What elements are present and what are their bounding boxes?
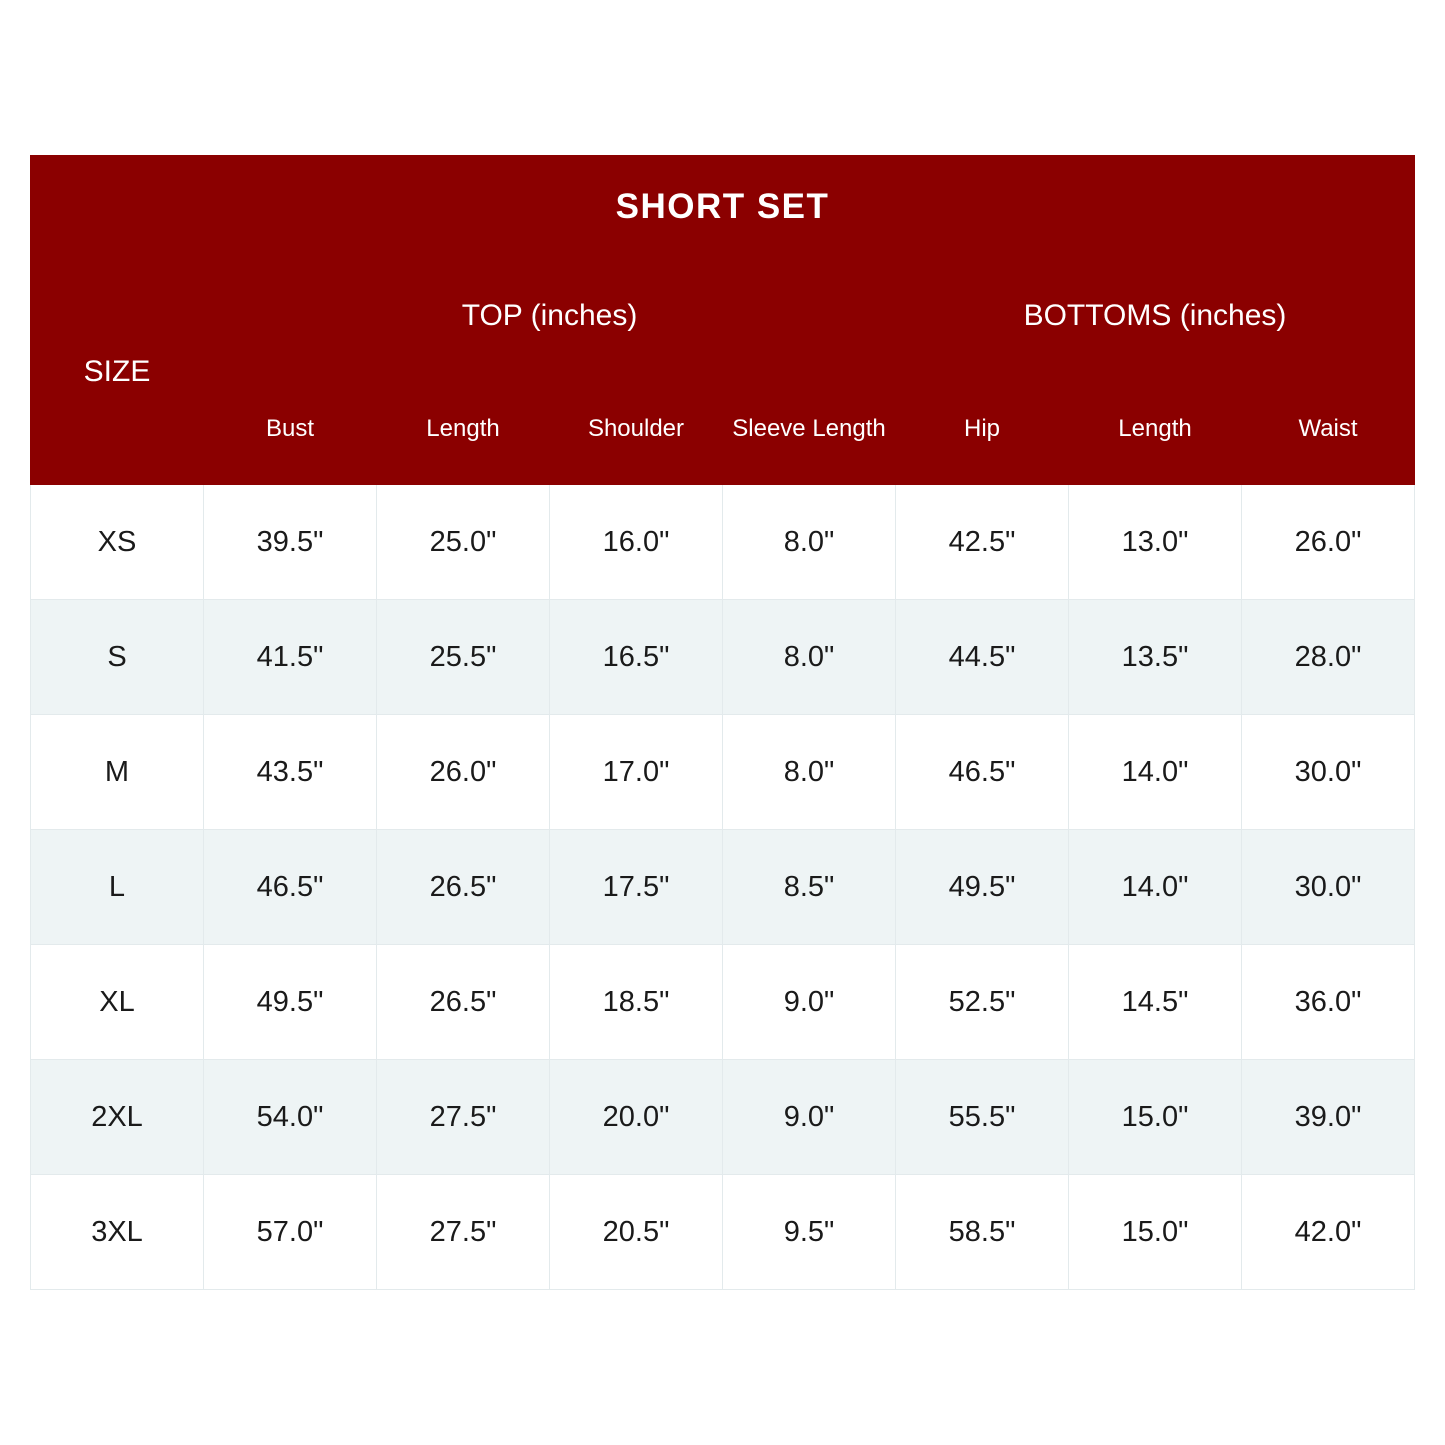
cell-hip: 42.5" — [896, 485, 1069, 600]
cell-sleeve-length: 9.0" — [723, 1060, 896, 1175]
cell-bottom-length: 14.0" — [1069, 715, 1242, 830]
group-header-top: TOP (inches) — [204, 259, 896, 374]
cell-hip: 46.5" — [896, 715, 1069, 830]
cell-waist: 30.0" — [1242, 715, 1415, 830]
column-header-hip: Hip — [896, 374, 1069, 485]
size-chart-table — [30, 155, 1415, 1290]
cell-sleeve-length: 8.0" — [723, 485, 896, 600]
cell-waist: 30.0" — [1242, 830, 1415, 945]
cell-bust: 57.0" — [204, 1175, 377, 1290]
cell-size: 3XL — [31, 1175, 204, 1290]
group-header-bottoms: BOTTOMS (inches) — [896, 259, 1415, 374]
cell-bust: 41.5" — [204, 600, 377, 715]
column-header-size: SIZE — [31, 259, 204, 485]
title-row — [31, 156, 1415, 259]
cell-sleeve-length: 8.0" — [723, 715, 896, 830]
table-body — [31, 485, 1415, 1290]
cell-shoulder: 17.0" — [550, 715, 723, 830]
cell-size: XS — [31, 485, 204, 600]
cell-hip: 49.5" — [896, 830, 1069, 945]
cell-bust: 39.5" — [204, 485, 377, 600]
cell-top-length: 27.5" — [377, 1060, 550, 1175]
cell-top-length: 25.0" — [377, 485, 550, 600]
cell-bust: 49.5" — [204, 945, 377, 1060]
cell-sleeve-length: 8.5" — [723, 830, 896, 945]
cell-sleeve-length: 9.5" — [723, 1175, 896, 1290]
cell-top-length: 26.5" — [377, 945, 550, 1060]
cell-shoulder: 20.5" — [550, 1175, 723, 1290]
cell-size: XL — [31, 945, 204, 1060]
cell-bust: 43.5" — [204, 715, 377, 830]
cell-hip: 55.5" — [896, 1060, 1069, 1175]
cell-bottom-length: 15.0" — [1069, 1175, 1242, 1290]
cell-sleeve-length: 9.0" — [723, 945, 896, 1060]
column-header-bust: Bust — [204, 374, 377, 485]
cell-size: L — [31, 830, 204, 945]
cell-size: 2XL — [31, 1060, 204, 1175]
cell-top-length: 27.5" — [377, 1175, 550, 1290]
cell-shoulder: 20.0" — [550, 1060, 723, 1175]
table-row — [31, 830, 1415, 945]
cell-shoulder: 16.5" — [550, 600, 723, 715]
column-header-shoulder: Shoulder — [550, 374, 723, 485]
cell-waist: 28.0" — [1242, 600, 1415, 715]
group-header-row — [31, 259, 1415, 374]
cell-top-length: 25.5" — [377, 600, 550, 715]
table-row — [31, 1060, 1415, 1175]
cell-bottom-length: 14.5" — [1069, 945, 1242, 1060]
cell-size: M — [31, 715, 204, 830]
cell-shoulder: 18.5" — [550, 945, 723, 1060]
cell-bust: 46.5" — [204, 830, 377, 945]
cell-shoulder: 16.0" — [550, 485, 723, 600]
table-row — [31, 945, 1415, 1060]
cell-hip: 44.5" — [896, 600, 1069, 715]
cell-waist: 26.0" — [1242, 485, 1415, 600]
column-header-bottom-length: Length — [1069, 374, 1242, 485]
sub-header-row — [31, 374, 1415, 485]
table-header — [31, 156, 1415, 485]
table-row — [31, 485, 1415, 600]
cell-bust: 54.0" — [204, 1060, 377, 1175]
column-header-waist: Waist — [1242, 374, 1415, 485]
cell-bottom-length: 15.0" — [1069, 1060, 1242, 1175]
column-header-sleeve-length: Sleeve Length — [723, 374, 896, 485]
cell-bottom-length: 14.0" — [1069, 830, 1242, 945]
column-header-top-length: Length — [377, 374, 550, 485]
table-row — [31, 715, 1415, 830]
table-row — [31, 1175, 1415, 1290]
cell-hip: 52.5" — [896, 945, 1069, 1060]
cell-sleeve-length: 8.0" — [723, 600, 896, 715]
cell-waist: 42.0" — [1242, 1175, 1415, 1290]
cell-shoulder: 17.5" — [550, 830, 723, 945]
table-row — [31, 600, 1415, 715]
cell-size: S — [31, 600, 204, 715]
cell-hip: 58.5" — [896, 1175, 1069, 1290]
cell-waist: 36.0" — [1242, 945, 1415, 1060]
cell-bottom-length: 13.5" — [1069, 600, 1242, 715]
cell-top-length: 26.5" — [377, 830, 550, 945]
cell-waist: 39.0" — [1242, 1060, 1415, 1175]
size-chart-container — [30, 155, 1415, 1290]
cell-top-length: 26.0" — [377, 715, 550, 830]
cell-bottom-length: 13.0" — [1069, 485, 1242, 600]
page-title: SHORT SET — [31, 156, 1415, 259]
